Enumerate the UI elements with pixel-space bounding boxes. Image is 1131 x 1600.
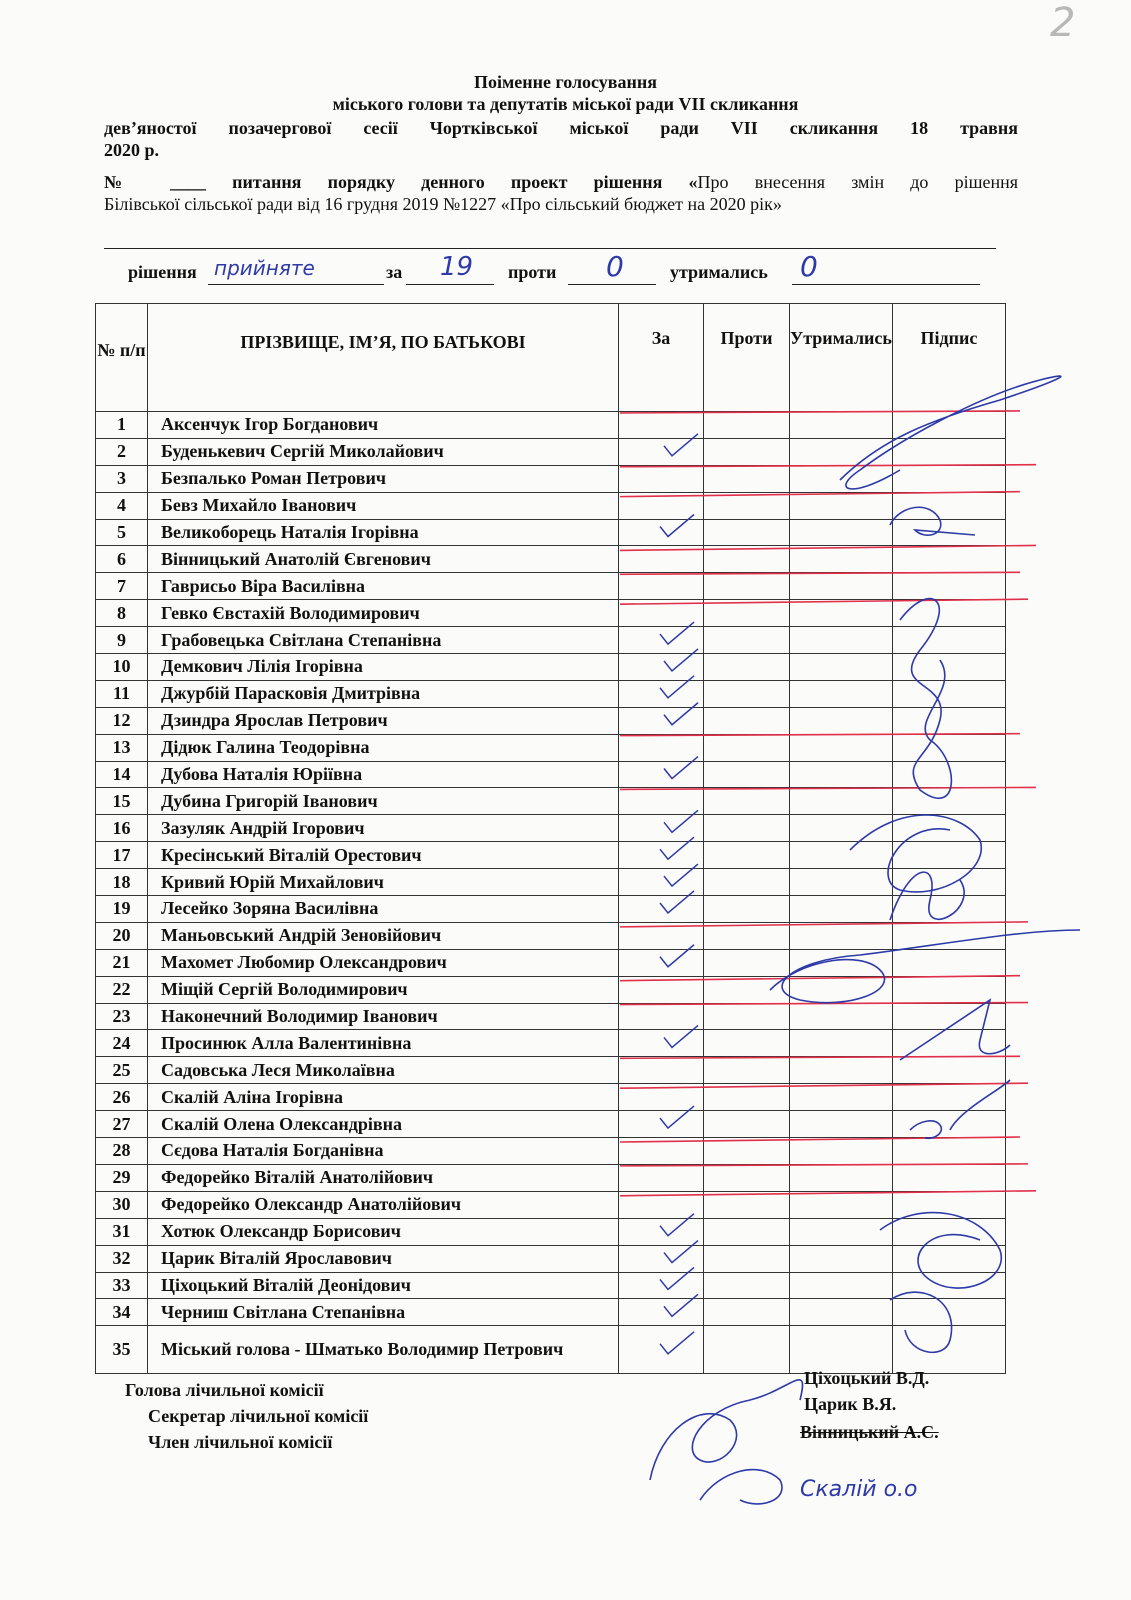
row-name: Дубина Григорій Іванович — [148, 788, 619, 815]
abstained-value: 0 — [800, 250, 818, 283]
row-number: 23 — [96, 1003, 148, 1030]
row-name: Вінницький Анатолій Євгенович — [148, 546, 619, 573]
strike-line — [620, 1056, 1020, 1058]
secretary-label: Секретар лічильної комісії — [148, 1406, 369, 1426]
row-name: Скалій Олена Олександрівна — [148, 1111, 619, 1138]
handwritten-note: Скалій о.о — [800, 1477, 918, 1502]
row-number: 4 — [96, 492, 148, 519]
row-name: Федорейко Віталій Анатолійович — [148, 1164, 619, 1191]
row-number: 19 — [96, 896, 148, 923]
agenda-item-text-1: Про внесення змін до рішення — [697, 172, 1018, 192]
strike-lines — [620, 411, 1036, 1196]
chair-label: Голова лічильної комісії — [125, 1380, 324, 1400]
row-number: 20 — [96, 922, 148, 949]
header-signature: Підпис — [892, 304, 1005, 412]
row-number: 25 — [96, 1057, 148, 1084]
row-name: Просинюк Алла Валентинівна — [148, 1030, 619, 1057]
row-name: Хотюк Олександр Борисович — [148, 1218, 619, 1245]
against-value: 0 — [606, 250, 624, 283]
check-mark — [660, 1214, 694, 1236]
for-label: за — [386, 262, 403, 282]
row-name: Гаврисьо Віра Василівна — [148, 573, 619, 600]
row-name: Скалій Аліна Ігорівна — [148, 1084, 619, 1111]
row-number: 5 — [96, 519, 148, 546]
strike-line — [620, 599, 1028, 604]
check-mark — [660, 945, 694, 967]
row-number: 15 — [96, 788, 148, 815]
row-number: 6 — [96, 546, 148, 573]
row-name: Ціхоцький Віталій Деонідович — [148, 1272, 619, 1299]
row-name: Міщій Сергій Володимирович — [148, 976, 619, 1003]
agenda-item-line-2: Білівської сільської ради від 16 грудня 2019 №1227 «Про сільський бюджет на 2020 рік» — [104, 194, 782, 214]
row-number: 18 — [96, 869, 148, 896]
strike-line — [620, 1164, 1028, 1166]
row-number: 12 — [96, 707, 148, 734]
row-number: 35 — [96, 1326, 148, 1374]
check-mark — [664, 757, 698, 779]
check-mark — [660, 1267, 694, 1289]
row-name: Кривий Юрій Михайлович — [148, 869, 619, 896]
decision-label: рішення — [128, 262, 197, 282]
strike-line — [620, 787, 1036, 789]
signature-scribble-10 — [890, 1292, 952, 1352]
row-name: Демкович Лілія Ігорівна — [148, 654, 619, 681]
row-number: 32 — [96, 1245, 148, 1272]
row-number: 9 — [96, 627, 148, 654]
strike-line — [620, 976, 1020, 981]
header-abstain: Утримались — [790, 304, 893, 412]
row-name: Міський голова - Шматько Володимир Петрович — [148, 1326, 619, 1374]
check-mark — [664, 649, 698, 671]
row-name: Грабовецька Світлана Степанівна — [148, 627, 619, 654]
check-mark — [664, 434, 698, 456]
strike-line — [620, 492, 1020, 497]
header-num: № п/п — [96, 304, 148, 412]
strike-line — [620, 1137, 1020, 1142]
row-name: Зазуляк Андрій Ігорович — [148, 815, 619, 842]
row-name: Садовська Леся Миколаївна — [148, 1057, 619, 1084]
check-mark — [664, 1294, 698, 1316]
row-name: Сєдова Наталія Богданівна — [148, 1138, 619, 1165]
row-name: Царик Віталій Ярославович — [148, 1245, 619, 1272]
check-mark — [664, 864, 698, 886]
check-mark — [660, 1106, 694, 1128]
strike-line — [620, 922, 1028, 927]
document-subtitle: міського голови та депутатів міської ради VII скликання — [332, 94, 799, 114]
row-number: 34 — [96, 1299, 148, 1326]
row-name: Наконечний Володимир Іванович — [148, 1003, 619, 1030]
check-mark — [660, 622, 694, 644]
header-for: За — [619, 304, 704, 412]
row-name: Буденькевич Сергій Миколайович — [148, 438, 619, 465]
row-name: Гевко Євстахій Володимирович — [148, 600, 619, 627]
signature-scribble-4 — [850, 815, 981, 892]
row-number: 3 — [96, 465, 148, 492]
row-name: Безпалько Роман Петрович — [148, 465, 619, 492]
row-number: 14 — [96, 761, 148, 788]
for-value: 19 — [440, 252, 474, 282]
row-number: 17 — [96, 842, 148, 869]
member-label: Член лічильної комісії — [148, 1432, 333, 1452]
check-mark — [664, 1025, 698, 1047]
signature-scribble-9 — [880, 1213, 1001, 1288]
check-mark — [660, 515, 694, 537]
signature-scribble-6 — [770, 930, 1080, 1003]
session-line-2: 2020 р. — [104, 140, 160, 160]
row-number: 1 — [96, 412, 148, 439]
row-number: 26 — [96, 1084, 148, 1111]
row-number: 33 — [96, 1272, 148, 1299]
row-name: Джурбій Парасковія Дмитрівна — [148, 680, 619, 707]
member-name: Вінницький А.С. — [800, 1422, 939, 1442]
signature-scribble-1 — [840, 376, 1061, 489]
check-mark — [660, 1332, 694, 1354]
decision-value: прийняте — [214, 256, 315, 280]
footer-signature-1 — [650, 1380, 803, 1480]
strike-line — [620, 734, 1020, 736]
row-number: 2 — [96, 438, 148, 465]
row-name: Кресінський Віталій Орестович — [148, 842, 619, 869]
page-number: 2 — [1050, 0, 1076, 46]
row-name: Черниш Світлана Степанівна — [148, 1299, 619, 1326]
footer-signature-2 — [700, 1470, 782, 1504]
check-mark — [660, 891, 694, 913]
signature-scribble-7 — [900, 1000, 1010, 1060]
row-name: Дзиндра Ярослав Петрович — [148, 707, 619, 734]
row-number: 28 — [96, 1138, 148, 1165]
row-number: 27 — [96, 1111, 148, 1138]
row-number: 8 — [96, 600, 148, 627]
against-label: проти — [508, 262, 557, 282]
check-mark — [664, 810, 698, 832]
row-name: Дубова Наталія Юріївна — [148, 761, 619, 788]
check-mark — [664, 1241, 698, 1263]
check-mark — [660, 676, 694, 698]
row-name: Махомет Любомир Олександрович — [148, 949, 619, 976]
strike-line — [620, 1191, 1036, 1196]
row-number: 10 — [96, 654, 148, 681]
signature-scribble-2 — [890, 507, 975, 535]
header-name: ПРІЗВИЩЕ, ІМ’Я, ПО БАТЬКОВІ — [148, 304, 619, 412]
check-mark — [660, 837, 694, 859]
strike-line — [620, 465, 1036, 467]
row-name: Дідюк Галина Теодорівна — [148, 734, 619, 761]
signature-scribble-8 — [910, 1080, 1010, 1138]
row-name: Лесейко Зоряна Василівна — [148, 896, 619, 923]
chair-name: Ціхоцький В.Д. — [804, 1368, 930, 1388]
strike-line — [620, 545, 1036, 550]
row-number: 22 — [96, 976, 148, 1003]
check-mark — [664, 703, 698, 725]
row-name: Аксенчук Ігор Богданович — [148, 412, 619, 439]
signature-scribble-3 — [900, 599, 951, 799]
row-name: Бевз Михайло Іванович — [148, 492, 619, 519]
abstained-label: утримались — [670, 262, 768, 282]
row-number: 16 — [96, 815, 148, 842]
row-number: 30 — [96, 1191, 148, 1218]
row-number: 31 — [96, 1218, 148, 1245]
row-number: 11 — [96, 680, 148, 707]
row-number: 24 — [96, 1030, 148, 1057]
row-number: 13 — [96, 734, 148, 761]
agenda-item-prefix: № ____ питання порядку денного проект рішення « — [104, 172, 698, 192]
row-number: 21 — [96, 949, 148, 976]
check-marks — [660, 434, 698, 1354]
document-title: Поіменне голосування — [473, 72, 658, 92]
strike-line — [620, 572, 1020, 574]
strike-line — [620, 1083, 1028, 1088]
row-name: Федорейко Олександр Анатолійович — [148, 1191, 619, 1218]
row-number: 7 — [96, 573, 148, 600]
row-name: Великоборець Наталія Ігорівна — [148, 519, 619, 546]
signature-scribble-5 — [890, 872, 964, 920]
row-name: Маньовський Андрій Зеновійович — [148, 922, 619, 949]
header-against: Проти — [704, 304, 790, 412]
row-number: 29 — [96, 1164, 148, 1191]
session-line-1: дев’яностої позачергової сесії Чортківської міської ради VII скликання 18 травня — [104, 118, 1018, 138]
secretary-name: Царик В.Я. — [804, 1394, 897, 1414]
